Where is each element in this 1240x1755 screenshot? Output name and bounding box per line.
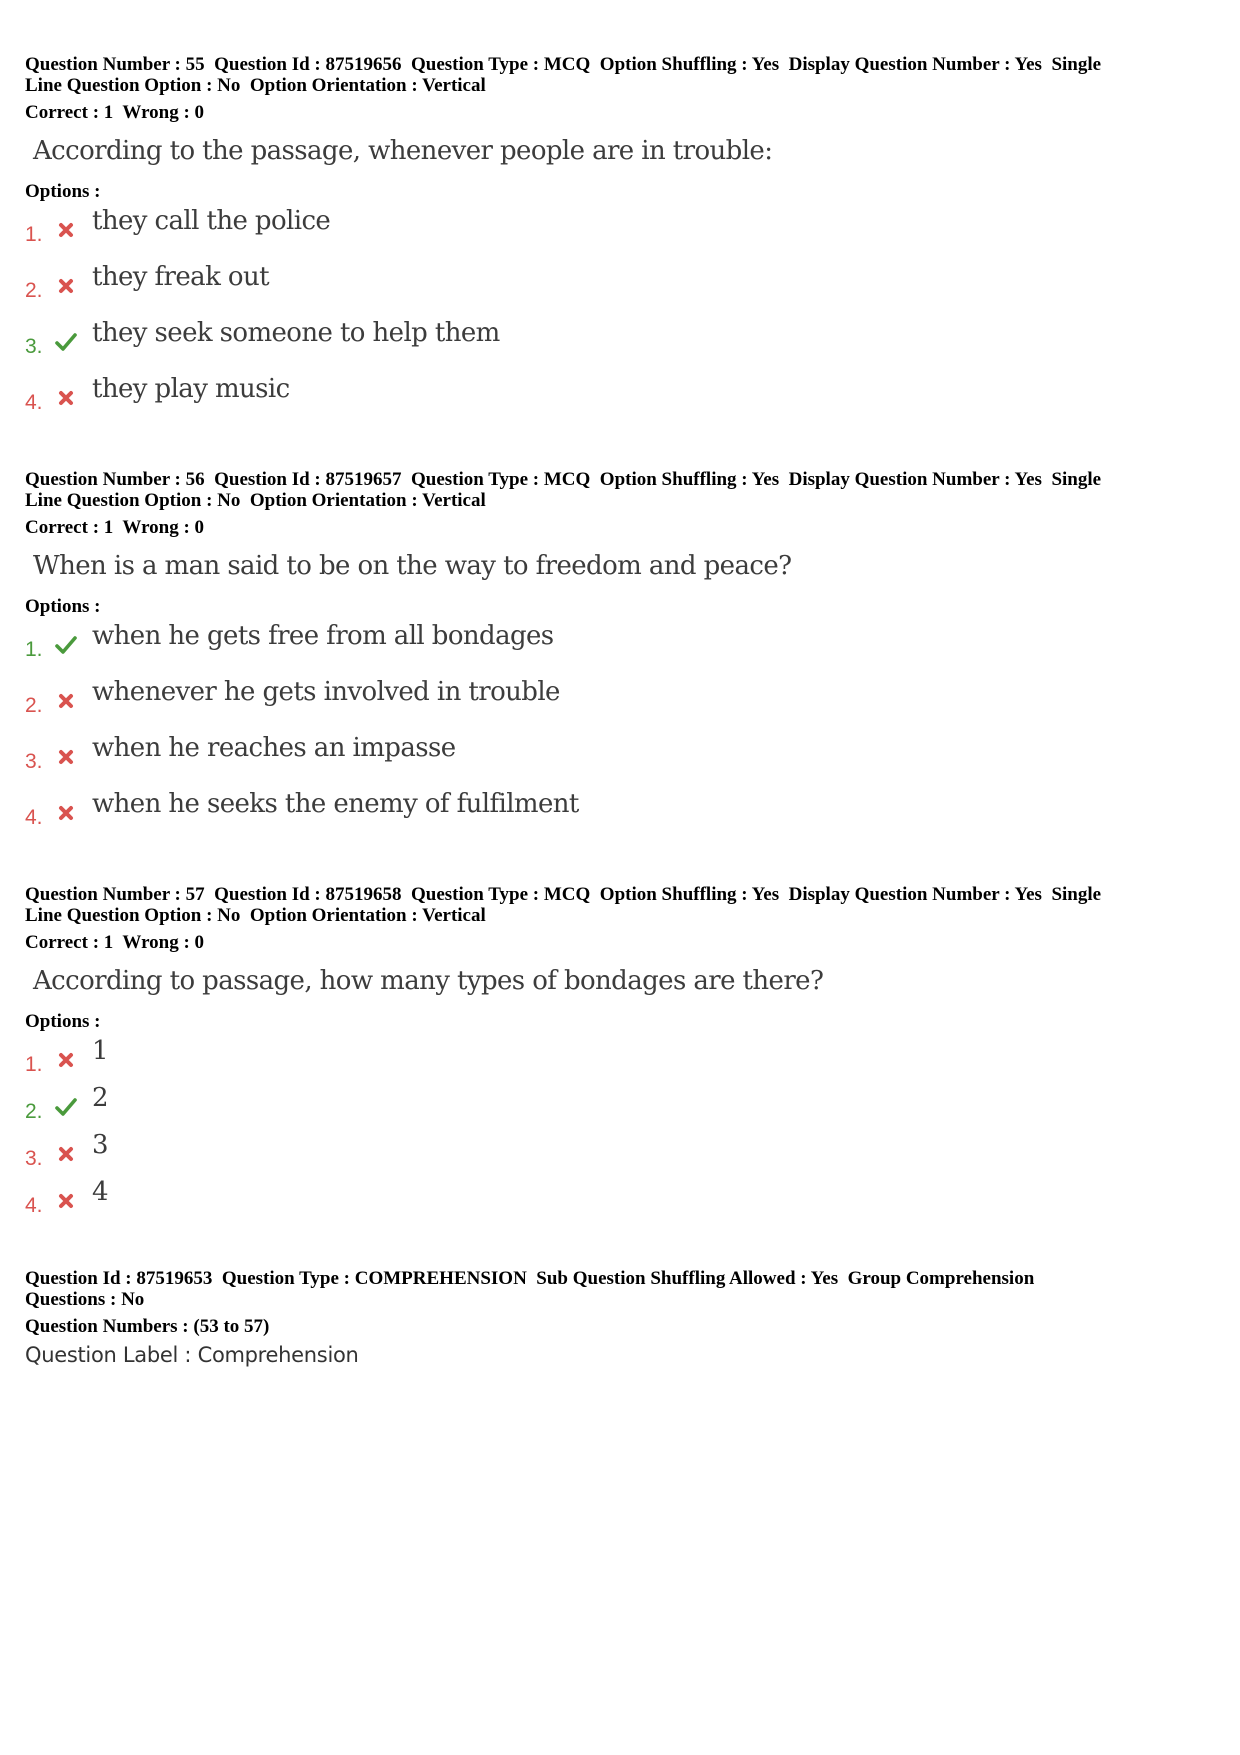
question-block-56: [25, 469, 1215, 842]
question-meta-line1: Question Number : 57 Question Id : 87519658 Question Type : MCQ Option Shuffling : Yes Display Question Number : Yes Single: [25, 884, 1102, 905]
option-item: [25, 259, 1215, 315]
check-icon: [55, 634, 77, 656]
cross-icon: [55, 1143, 77, 1165]
cross-icon: [55, 1049, 77, 1071]
options-label: Options :: [25, 596, 101, 617]
option-item: [25, 730, 1215, 786]
option-item: [25, 674, 1215, 730]
option-item: [25, 1127, 1215, 1174]
cross-icon: [55, 275, 77, 297]
correct-wrong-marks: Correct : 1 Wrong : 0: [25, 102, 205, 123]
option-number: 4.: [25, 806, 43, 829]
option-number: 3.: [25, 750, 43, 773]
options-list: [25, 1033, 1215, 1221]
option-item: [25, 786, 1215, 842]
comprehension-meta-line2: Questions : No: [25, 1289, 145, 1310]
correct-wrong-marks: Correct : 1 Wrong : 0: [25, 517, 205, 538]
comprehension-block: [25, 1268, 1215, 1367]
option-number: 4.: [25, 1194, 43, 1217]
option-text: when he gets free from all bondages: [92, 621, 554, 651]
cross-icon: [55, 690, 77, 712]
question-text: According to the passage, whenever people are in trouble:: [33, 136, 773, 166]
question-meta: [25, 884, 1215, 926]
options-label: Options :: [25, 181, 101, 202]
option-text: when he reaches an impasse: [92, 733, 456, 763]
option-number: 1.: [25, 1053, 43, 1076]
question-meta: [25, 469, 1215, 511]
question-block-57: [25, 884, 1215, 1221]
option-text: 4: [92, 1177, 108, 1207]
question-numbers: Question Numbers : (53 to 57): [25, 1316, 270, 1337]
check-icon: [55, 331, 77, 353]
question-meta-line1: Question Number : 56 Question Id : 87519657 Question Type : MCQ Option Shuffling : Yes Display Question Number : Yes Single: [25, 469, 1102, 490]
option-number: 4.: [25, 391, 43, 414]
question-meta-line2: Line Question Option : No Option Orientation : Vertical: [25, 75, 486, 96]
option-text: they call the police: [92, 206, 331, 236]
option-item: [25, 1080, 1215, 1127]
question-text: When is a man said to be on the way to freedom and peace?: [33, 551, 792, 581]
options-list: [25, 203, 1215, 427]
cross-icon: [55, 1190, 77, 1212]
option-number: 3.: [25, 1147, 43, 1170]
options-list: [25, 618, 1215, 842]
option-number: 1.: [25, 638, 43, 661]
option-number: 2.: [25, 694, 43, 717]
option-text: they play music: [92, 374, 290, 404]
option-item: [25, 1174, 1215, 1221]
cross-icon: [55, 219, 77, 241]
options-label: Options :: [25, 1011, 101, 1032]
option-number: 2.: [25, 279, 43, 302]
cross-icon: [55, 746, 77, 768]
question-text: According to passage, how many types of bondages are there?: [33, 966, 824, 996]
check-icon: [55, 1096, 77, 1118]
option-item: [25, 203, 1215, 259]
option-number: 3.: [25, 335, 43, 358]
option-text: 3: [92, 1130, 108, 1160]
option-text: when he seeks the enemy of fulfilment: [92, 789, 579, 819]
comprehension-meta-line1: Question Id : 87519653 Question Type : COMPREHENSION Sub Question Shuffling Allowed : Yes Group Comprehension: [25, 1268, 1035, 1289]
option-text: 2: [92, 1083, 108, 1113]
option-number: 2.: [25, 1100, 43, 1123]
cross-icon: [55, 802, 77, 824]
cross-icon: [55, 387, 77, 409]
option-item: [25, 1033, 1215, 1080]
option-item: [25, 618, 1215, 674]
option-item: [25, 371, 1215, 427]
option-text: 1: [92, 1036, 108, 1066]
question-meta-line2: Line Question Option : No Option Orientation : Vertical: [25, 490, 486, 511]
option-item: [25, 315, 1215, 371]
question-meta-line2: Line Question Option : No Option Orientation : Vertical: [25, 905, 486, 926]
question-label: Question Label : Comprehension: [25, 1343, 359, 1367]
question-meta: [25, 54, 1215, 96]
question-meta-line1: Question Number : 55 Question Id : 87519656 Question Type : MCQ Option Shuffling : Yes Display Question Number : Yes Single: [25, 54, 1102, 75]
comprehension-meta: [25, 1268, 1215, 1310]
option-number: 1.: [25, 223, 43, 246]
correct-wrong-marks: Correct : 1 Wrong : 0: [25, 932, 205, 953]
option-text: they seek someone to help them: [92, 318, 500, 348]
question-block-55: [25, 54, 1215, 427]
option-text: whenever he gets involved in trouble: [92, 677, 560, 707]
option-text: they freak out: [92, 262, 269, 292]
